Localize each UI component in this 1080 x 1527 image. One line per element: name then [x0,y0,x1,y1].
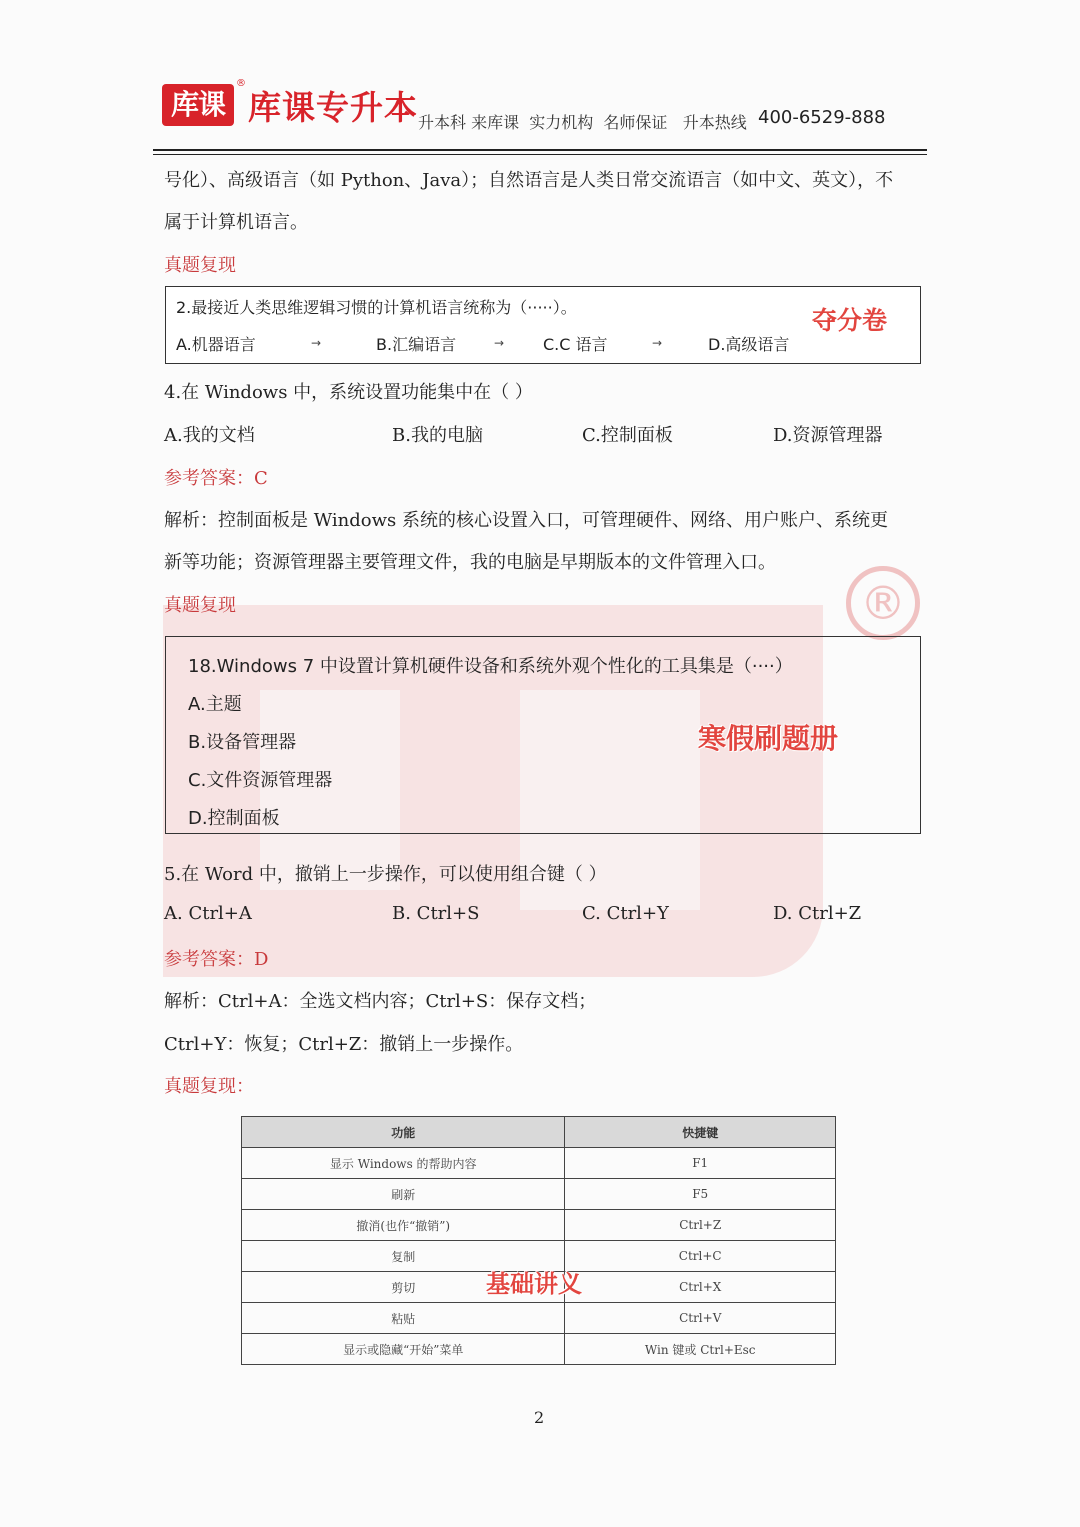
option: C.控制面板 [582,425,673,446]
logo-icon: 库课 [162,84,234,126]
tab-arrow-icon: → [652,336,663,350]
table-cell: 刷新 [242,1179,565,1210]
stamp-label: 夺分卷 [812,306,888,335]
option: D. Ctrl+Z [773,903,862,924]
table-header-cell: 功能 [242,1117,565,1148]
answer-text: 参考答案：C [164,468,268,489]
section-label: 真题复现： [164,1076,254,1097]
tab-arrow-icon: → [494,336,505,350]
stamp-label: 寒假刷题册 [698,722,839,755]
box-option: A.机器语言 [176,335,256,354]
option: D.资源管理器 [773,425,883,446]
box-question: 2.最接近人类思维逻辑习惯的计算机语言统称为（·····）。 [176,298,577,317]
header-divider [153,149,927,151]
option: A. Ctrl+A [164,903,252,924]
intro-line: 号化）、高级语言（如 Python、Java）；自然语言是人类日常交流语言（如中文、英文），不 [164,170,894,191]
box-option: D.高级语言 [708,335,790,354]
table-row [242,1334,836,1365]
table-cell: Ctrl+X [565,1272,836,1303]
shortcut-table [241,1116,836,1365]
table-row [242,1210,836,1241]
registered-mark: ® [236,78,246,89]
exam-question-box [165,636,921,834]
table-cell: 显示或隐藏“开始”菜单 [242,1334,565,1365]
box-option: B.设备管理器 [188,732,297,753]
table-cell: F1 [565,1148,836,1179]
stamp-label: 基础讲义 [486,1270,582,1298]
box-option: A.主题 [188,694,242,715]
answer-text: 参考答案：D [164,949,269,970]
box-option: C.C 语言 [543,335,608,354]
option: B.我的电脑 [392,425,483,446]
analysis-line: 解析：控制面板是 Windows 系统的核心设置入口，可管理硬件、网络、用户账户、系统更 [164,510,888,531]
table-row [242,1303,836,1334]
table-row [242,1148,836,1179]
table-header-row [242,1117,836,1148]
intro-line: 属于计算机语言。 [164,212,308,233]
page-number: 2 [534,1408,545,1427]
option: C. Ctrl+Y [582,903,669,924]
section-label: 真题复现 [164,255,236,276]
box-option: B.汇编语言 [376,335,457,354]
hotline-number: 400-6529-888 [758,107,886,128]
table-cell: Ctrl+Z [565,1210,836,1241]
watermark-registered-icon: ® [846,566,920,640]
table-row [242,1179,836,1210]
option: A.我的文档 [164,425,255,446]
question-text: 5.在 Word 中，撤销上一步操作，可以使用组合键（ ） [164,864,607,885]
analysis-line: Ctrl+Y：恢复；Ctrl+Z：撤销上一步操作。 [164,1034,524,1055]
box-question: 18.Windows 7 中设置计算机硬件设备和系统外观个性化的工具集是（····） [188,656,793,677]
table-cell: 剪切 [242,1272,565,1303]
table-cell: 显示 Windows 的帮助内容 [242,1148,565,1179]
box-option: D.控制面板 [188,808,280,829]
table-cell: Ctrl+C [565,1241,836,1272]
table-cell: Ctrl+V [565,1303,836,1334]
table-header-cell: 快捷键 [565,1117,836,1148]
analysis-line: 新等功能；资源管理器主要管理文件，我的电脑是早期版本的文件管理入口。 [164,552,776,573]
header-divider [153,154,927,155]
table-cell: 粘贴 [242,1303,565,1334]
analysis-line: 解析：Ctrl+A：全选文档内容；Ctrl+S：保存文档； [164,991,597,1012]
exam-question-box [165,286,921,364]
section-label: 真题复现 [164,595,236,616]
question-text: 4.在 Windows 中，系统设置功能集中在（ ） [164,382,533,403]
table-cell: 复制 [242,1241,565,1272]
tab-arrow-icon: → [311,336,322,350]
page-header [160,78,930,138]
table-cell: Win 键或 Ctrl+Esc [565,1334,836,1365]
slogan: 升本科 来库课 实力机构 名师保证 升本热线 [418,113,747,132]
option: B. Ctrl+S [392,903,480,924]
table-cell: 撤消(也作“撤销”) [242,1210,565,1241]
brand-name: 库课专升本 [248,88,418,127]
box-option: C.文件资源管理器 [188,770,333,791]
table-cell: F5 [565,1179,836,1210]
